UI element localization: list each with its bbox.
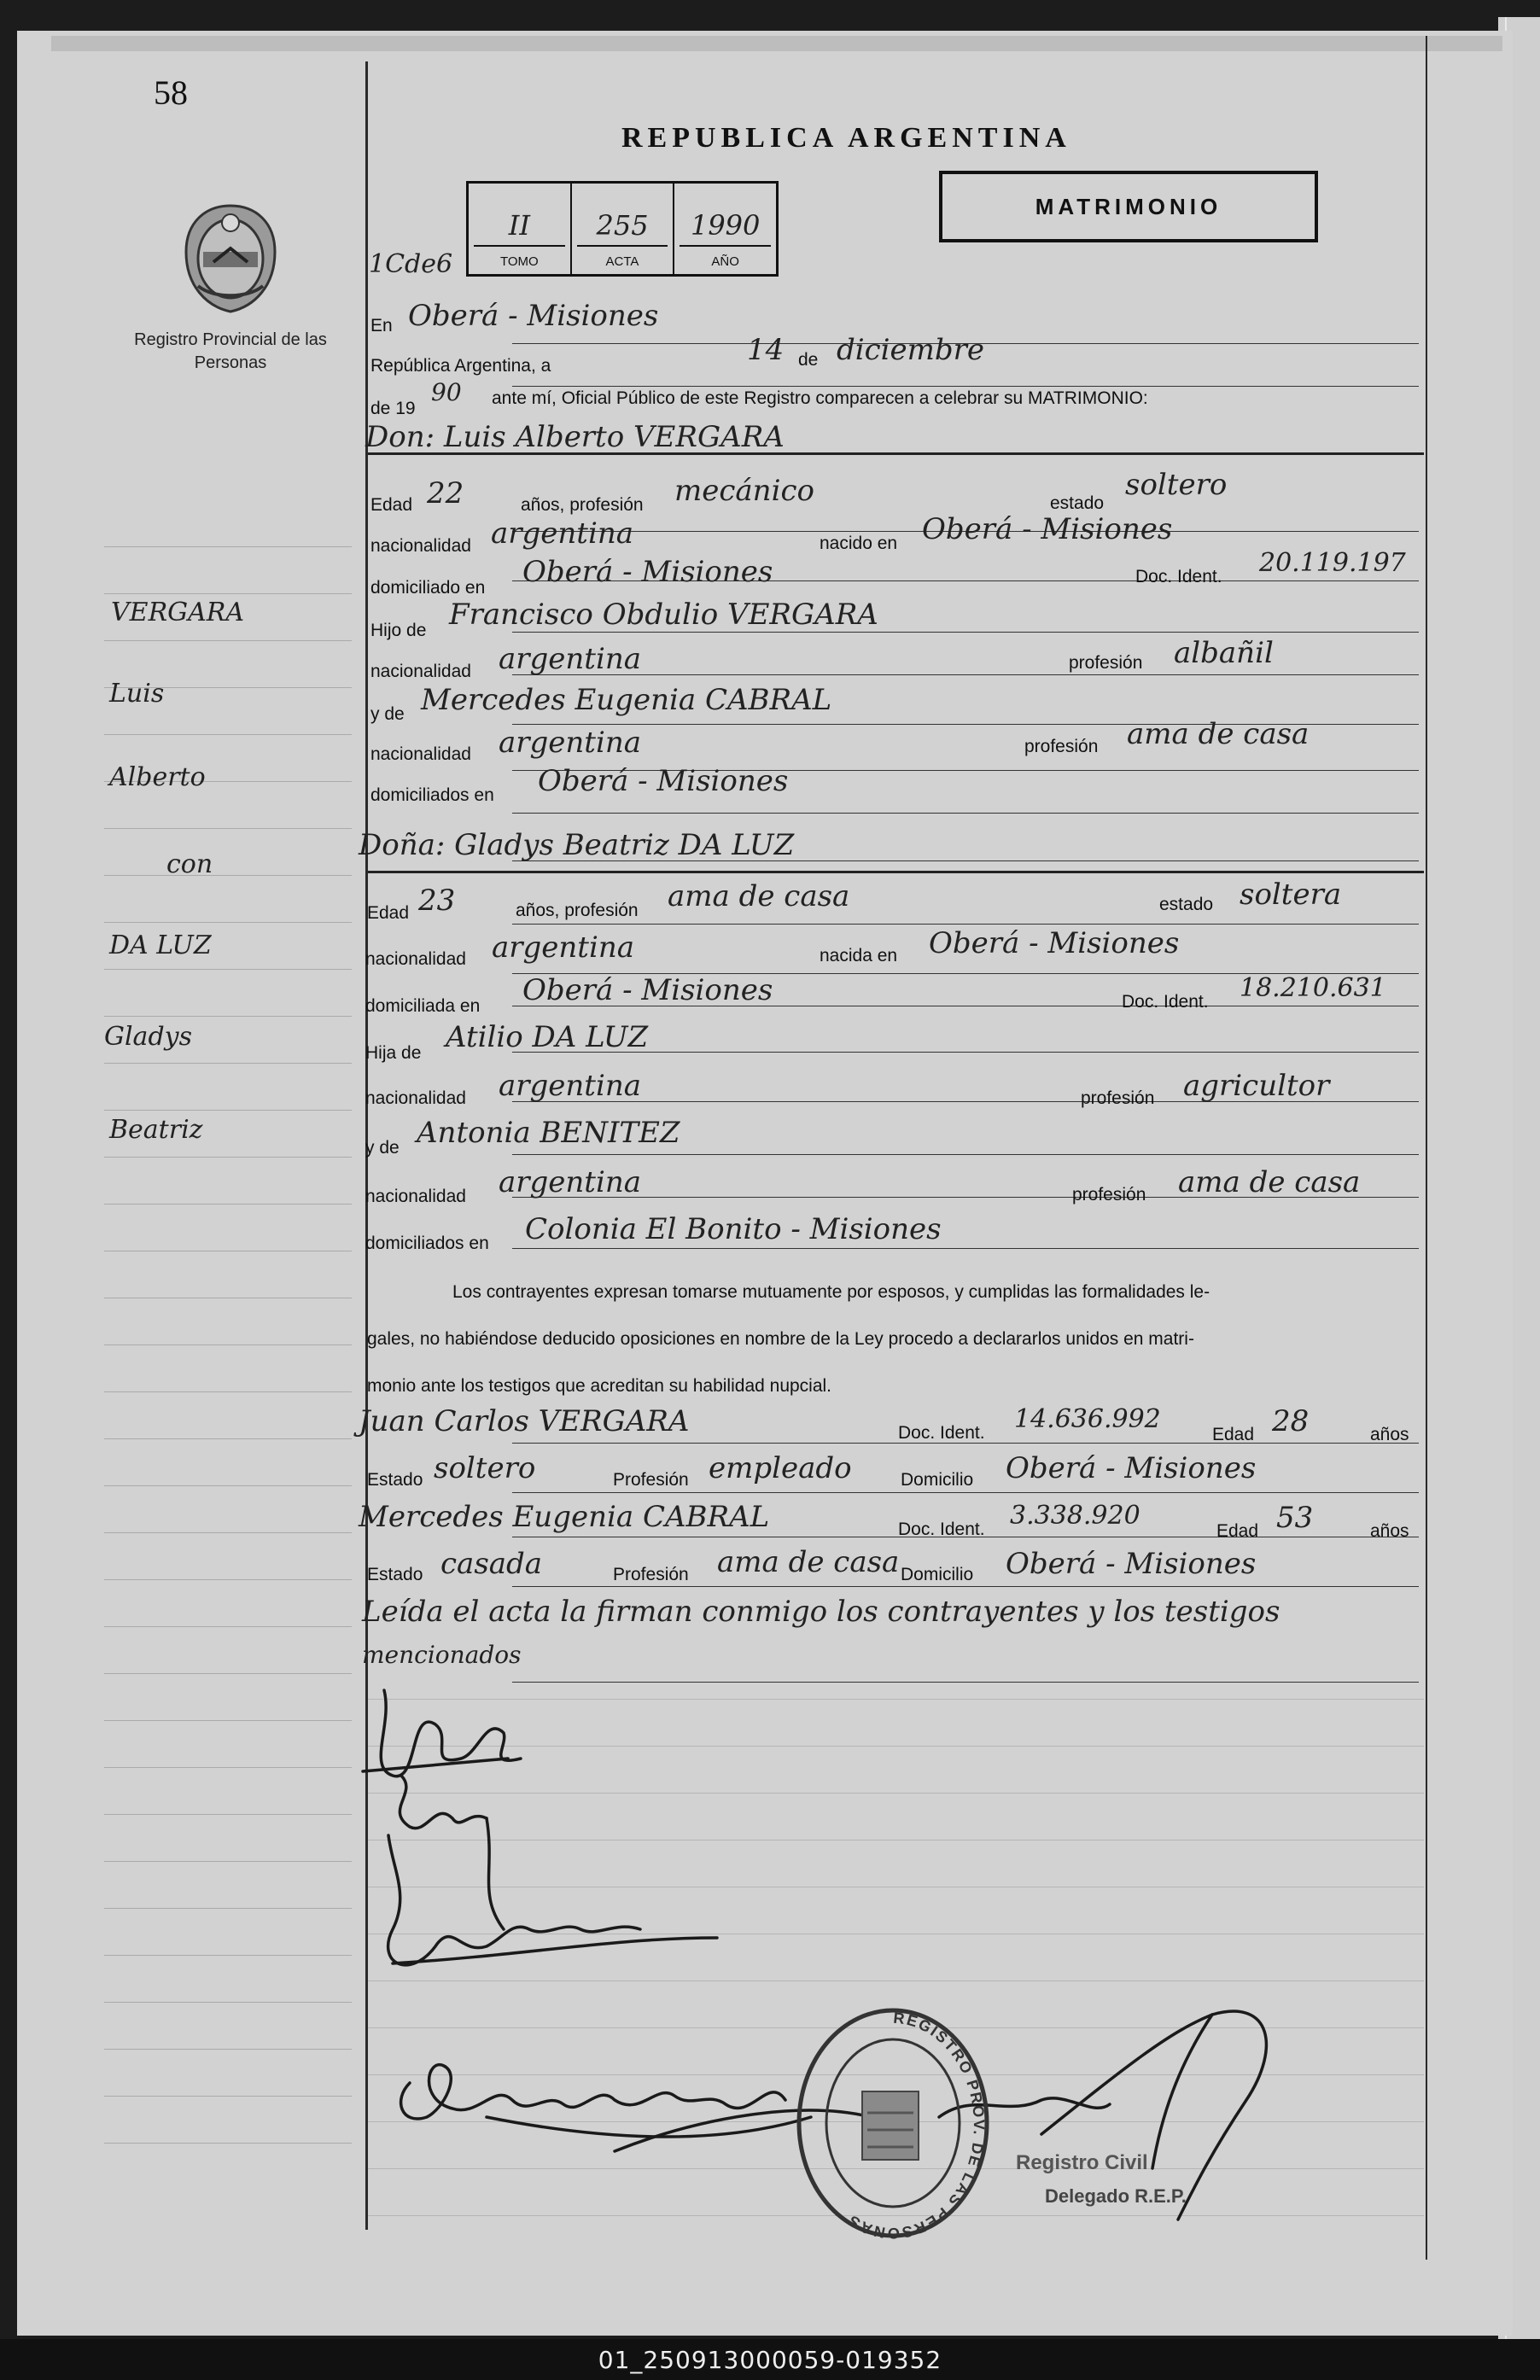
bride-nac-label: nacionalidad bbox=[365, 949, 466, 969]
witness-1-age-label: Edad bbox=[1212, 1425, 1255, 1444]
margin-ruled-line bbox=[104, 1110, 352, 1111]
groom-anos-label: años, profesión bbox=[521, 495, 644, 515]
groom-domicile: Oberá - Misiones bbox=[522, 555, 773, 589]
groom-father-label: Hijo de bbox=[370, 621, 427, 640]
ano-value: 1990 bbox=[690, 209, 761, 242]
bride-nationality: argentina bbox=[492, 930, 635, 965]
margin-ruled-line bbox=[104, 969, 352, 970]
margin-note-5: DA LUZ bbox=[109, 930, 212, 960]
margin-note-4: con bbox=[166, 849, 213, 879]
groom-age-label: Edad bbox=[370, 495, 413, 515]
margin-ruled-line bbox=[104, 593, 352, 594]
witness-1-domicile: Oberá - Misiones bbox=[1006, 1451, 1257, 1485]
bride-mother-nat-label: nacionalidad bbox=[365, 1187, 466, 1206]
page-number: 58 bbox=[154, 73, 188, 112]
groom-age: 22 bbox=[427, 476, 464, 510]
margin-ruled-line bbox=[104, 1814, 352, 1815]
margin-ruled-line bbox=[104, 2096, 352, 2097]
margin-ruled-line bbox=[104, 1063, 352, 1064]
witness-2-age: 53 bbox=[1276, 1501, 1314, 1535]
closing-line-2: mencionados bbox=[362, 1641, 522, 1669]
groom-name: Don: Luis Alberto VERGARA bbox=[365, 420, 785, 454]
bride-name: Doña: Gladys Beatriz DA LUZ bbox=[359, 828, 795, 862]
bride-age: 23 bbox=[418, 884, 456, 918]
footer-caption: 01_250913000059-019352 bbox=[598, 2346, 942, 2374]
groom-dom-label: domiciliado en bbox=[370, 578, 486, 598]
bride-doc: 18.210.631 bbox=[1240, 973, 1386, 1003]
groom-doc-label: Doc. Ident. bbox=[1135, 567, 1222, 586]
registry-name: Registro Provincial de las Personas bbox=[134, 330, 327, 372]
country-heading: REPUBLICA ARGENTINA bbox=[621, 122, 1071, 154]
stamp-ring-text: REGISTRO PROV. DE LAS PERSONAS bbox=[843, 2009, 988, 2243]
bride-father-profession: agricultor bbox=[1183, 1069, 1330, 1103]
margin-ruled-line bbox=[104, 1908, 352, 1909]
bride-father-nationality: argentina bbox=[499, 1069, 642, 1103]
republic-label: República Argentina, a bbox=[370, 356, 551, 376]
margin-ruled-line bbox=[104, 1157, 352, 1158]
bride-mother-profession: ama de casa bbox=[1178, 1165, 1361, 1199]
ano-cell bbox=[674, 184, 776, 274]
bride-mother-label: y de bbox=[365, 1138, 400, 1158]
bride-domicile: Oberá - Misiones bbox=[522, 973, 773, 1007]
margin-ruled-line bbox=[104, 2143, 352, 2144]
groom-nac-label: nacionalidad bbox=[370, 536, 471, 556]
groom-father-prof-label: profesión bbox=[1069, 653, 1143, 673]
form-fill-line bbox=[512, 1154, 1419, 1155]
witness-1-estado: soltero bbox=[434, 1451, 536, 1485]
document-type: MATRIMONIO bbox=[1035, 193, 1222, 219]
groom-profession: mecánico bbox=[674, 474, 814, 508]
tomo-value: II bbox=[508, 209, 530, 242]
stamp-official-line-2: Delegado R.E.P. bbox=[1045, 2185, 1187, 2207]
witness-1-estado-label: Estado bbox=[367, 1470, 423, 1490]
witness-1-name: Juan Carlos VERGARA bbox=[359, 1404, 690, 1438]
official-stamp-icon bbox=[789, 2002, 998, 2245]
witness-2-prof-label: Profesión bbox=[613, 1565, 689, 1584]
margin-ruled-line bbox=[104, 1532, 352, 1533]
witness-1-dom-label: Domicilio bbox=[901, 1470, 974, 1490]
intro-day: 14 bbox=[747, 333, 785, 367]
form-fill-line bbox=[512, 924, 1419, 925]
bride-mother-prof-label: profesión bbox=[1072, 1185, 1146, 1205]
bride-mother: Antonia BENITEZ bbox=[417, 1116, 680, 1150]
bride-doc-label: Doc. Ident. bbox=[1122, 992, 1209, 1012]
intro-place: Oberá - Misiones bbox=[408, 299, 659, 333]
bride-estado-label: estado bbox=[1159, 895, 1214, 914]
witness-1-doc: 14.636.992 bbox=[1014, 1404, 1161, 1434]
declaration-line-2: gales, no habiéndose deducido oposiciones en nombre de la Ley procedo a declararlos unidos en matri- bbox=[367, 1329, 1194, 1349]
bride-mother-nationality: argentina bbox=[499, 1165, 642, 1199]
witness-2-doc-label: Doc. Ident. bbox=[898, 1520, 985, 1539]
margin-note-1: VERGARA bbox=[111, 598, 245, 627]
witness-2-domicile: Oberá - Misiones bbox=[1006, 1547, 1257, 1581]
margin-ruled-line bbox=[104, 734, 352, 735]
form-fill-line bbox=[512, 632, 1419, 633]
intro-month: diciembre bbox=[837, 333, 985, 367]
witness-1-doc-label: Doc. Ident. bbox=[898, 1423, 985, 1443]
bride-profession: ama de casa bbox=[668, 879, 850, 913]
margin-ruled-line bbox=[104, 1767, 352, 1768]
witness-2-age-label: Edad bbox=[1216, 1521, 1259, 1541]
margin-ruled-line bbox=[104, 1204, 352, 1205]
groom-father-nationality: argentina bbox=[499, 642, 642, 676]
margin-ruled-line bbox=[104, 1626, 352, 1627]
year-prefix: de 19 bbox=[370, 399, 416, 418]
declaration-line-1: Los contrayentes expresan tomarse mutuamente por esposos, y cumplidas las formalidades le- bbox=[452, 1282, 1210, 1302]
document-type-box bbox=[939, 171, 1318, 242]
groom-estado: soltero bbox=[1125, 468, 1228, 502]
margin-note-7: Beatriz bbox=[109, 1115, 203, 1145]
declaration-line-3: monio ante los testigos que acreditan su habilidad nupcial. bbox=[367, 1376, 832, 1396]
tomo-label: TOMO bbox=[499, 254, 539, 269]
acta-cell bbox=[572, 184, 675, 274]
bride-born-in: Oberá - Misiones bbox=[929, 926, 1180, 960]
form-fill-line bbox=[512, 1248, 1419, 1249]
witness-2-estado: casada bbox=[440, 1547, 543, 1581]
groom-mother: Mercedes Eugenia CABRAL bbox=[421, 683, 832, 717]
stamp-official-line-1: Registro Civil bbox=[1016, 2151, 1148, 2174]
bride-estado: soltera bbox=[1240, 878, 1342, 912]
groom-doc: 20.119.197 bbox=[1259, 548, 1406, 578]
groom-father-nat-label: nacionalidad bbox=[370, 662, 471, 681]
en-label: En bbox=[370, 316, 393, 335]
bride-parents-dom-label: domiciliados en bbox=[365, 1234, 489, 1253]
page-right-border bbox=[1426, 36, 1427, 2260]
section-divider bbox=[367, 871, 1424, 873]
groom-nationality: argentina bbox=[491, 516, 634, 551]
witness-2-estado-label: Estado bbox=[367, 1565, 423, 1584]
witness-2-profession: ama de casa bbox=[717, 1545, 900, 1579]
bride-anos-label: años, profesión bbox=[516, 901, 639, 920]
margin-note-3: Alberto bbox=[109, 762, 206, 792]
bride-father-prof-label: profesión bbox=[1081, 1088, 1155, 1108]
year-suffix: 90 bbox=[431, 378, 462, 406]
bride-parents-domicile: Colonia El Bonito - Misiones bbox=[525, 1212, 942, 1246]
witness-1-anos-label: años bbox=[1370, 1425, 1409, 1444]
groom-mother-nationality: argentina bbox=[499, 726, 642, 760]
witness-2-name: Mercedes Eugenia CABRAL bbox=[359, 1500, 770, 1534]
intro-statement: ante mí, Oficial Público de este Registro comparecen a celebrar su MATRIMONIO: bbox=[492, 388, 1148, 408]
witness-2-dom-label: Domicilio bbox=[901, 1565, 974, 1584]
margin-ruled-line bbox=[104, 875, 352, 876]
form-fill-line bbox=[512, 386, 1419, 387]
margin-ruled-line bbox=[104, 828, 352, 829]
groom-parents-dom-label: domiciliados en bbox=[370, 785, 494, 805]
margin-ruled-line bbox=[104, 1438, 352, 1439]
margin-code: 1Cde6 bbox=[369, 249, 453, 279]
witness-1-age: 28 bbox=[1272, 1404, 1310, 1438]
witness-2-anos-label: años bbox=[1370, 1521, 1409, 1541]
form-fill-line bbox=[512, 1586, 1419, 1587]
margin-ruled-line bbox=[104, 546, 352, 547]
record-number-table bbox=[466, 181, 779, 277]
margin-ruled-line bbox=[104, 1720, 352, 1721]
margin-ruled-line bbox=[104, 1955, 352, 1956]
tomo-cell bbox=[469, 184, 572, 274]
bride-dom-label: domiciliada en bbox=[365, 996, 481, 1016]
margin-ruled-line bbox=[104, 2049, 352, 2050]
margin-note-2: Luis bbox=[109, 679, 165, 709]
groom-estado-label: estado bbox=[1050, 493, 1105, 513]
bride-father-nat-label: nacionalidad bbox=[365, 1088, 466, 1108]
bride-father: Atilio DA LUZ bbox=[446, 1020, 649, 1054]
groom-mother-nat-label: nacionalidad bbox=[370, 744, 471, 764]
de-label: de bbox=[798, 350, 819, 370]
margin-ruled-line bbox=[104, 922, 352, 923]
margin-ruled-line bbox=[104, 1579, 352, 1580]
margin-ruled-line bbox=[104, 1673, 352, 1674]
registry-seal-icon bbox=[179, 201, 282, 316]
groom-mother-label: y de bbox=[370, 704, 405, 724]
form-fill-line bbox=[512, 674, 1419, 675]
groom-father-profession: albañil bbox=[1174, 636, 1274, 670]
groom-mother-prof-label: profesión bbox=[1024, 737, 1099, 756]
bride-father-label: Hija de bbox=[365, 1043, 422, 1063]
form-fill-line bbox=[512, 1052, 1419, 1053]
margin-ruled-line bbox=[104, 640, 352, 641]
margin-note-6: Gladys bbox=[104, 1022, 192, 1052]
witness-2-doc: 3.338.920 bbox=[1010, 1501, 1140, 1531]
ano-label: AÑO bbox=[711, 254, 739, 269]
witness-1-profession: empleado bbox=[709, 1451, 852, 1485]
form-fill-line bbox=[512, 1492, 1419, 1493]
bride-age-label: Edad bbox=[367, 903, 410, 923]
groom-father: Francisco Obdulio VERGARA bbox=[449, 598, 878, 632]
groom-born-label: nacido en bbox=[820, 534, 898, 553]
closing-line-1: Leída el acta la firman conmigo los contrayentes y los testigos bbox=[362, 1595, 1280, 1629]
margin-ruled-line bbox=[104, 1016, 352, 1017]
margin-ruled-line bbox=[104, 1391, 352, 1392]
groom-parents-domicile: Oberá - Misiones bbox=[538, 764, 789, 798]
margin-ruled-line bbox=[104, 1485, 352, 1486]
form-fill-line bbox=[512, 813, 1419, 814]
groom-mother-profession: ama de casa bbox=[1127, 717, 1310, 751]
margin-ruled-line bbox=[104, 1861, 352, 1862]
margin-ruled-line bbox=[104, 2002, 352, 2003]
witness-1-prof-label: Profesión bbox=[613, 1470, 689, 1490]
bride-born-label: nacida en bbox=[820, 946, 898, 965]
acta-value: 255 bbox=[596, 209, 649, 242]
groom-born-in: Oberá - Misiones bbox=[922, 512, 1173, 546]
acta-label: ACTA bbox=[605, 254, 639, 269]
